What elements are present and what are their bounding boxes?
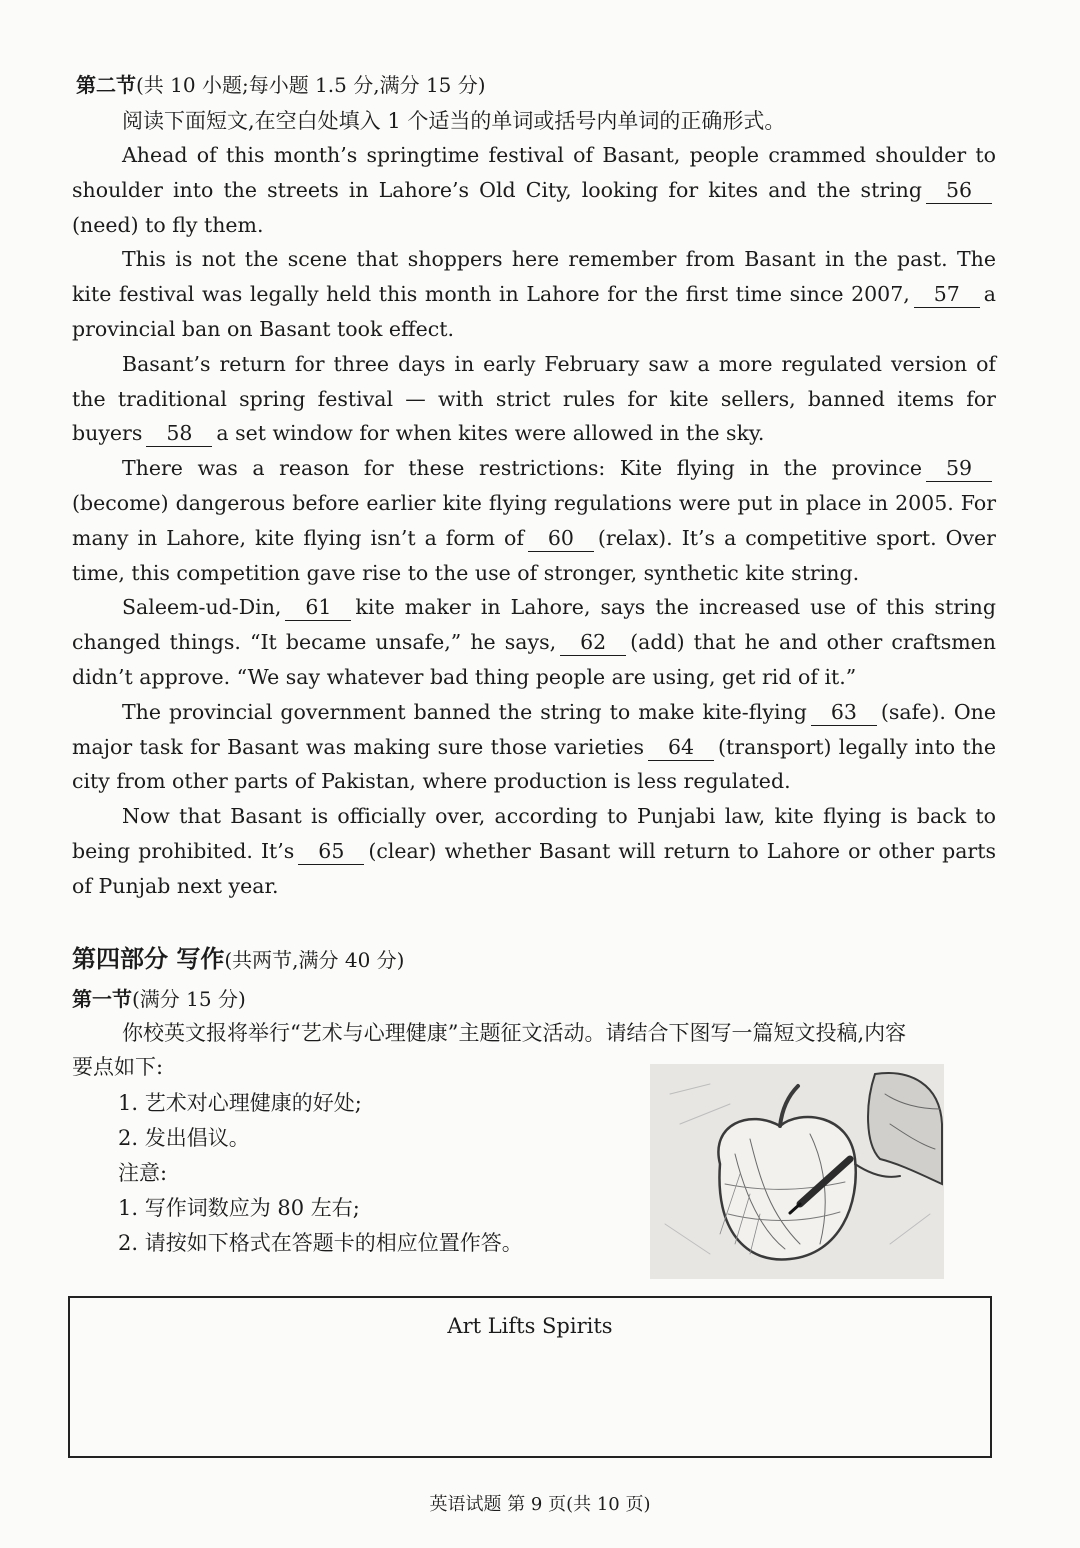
paragraph-5: Saleem-ud-Din, 61 kite maker in Lahore, says the increased use of this string changed things. “It became unsafe,” he says, 62 (add) that he and other craftsmen didn’t approve. “We say whatever bad thing people are using, get rid of it.” [72,595,996,689]
section-2-instruction: 阅读下面短文,在空白处填入 1 个适当的单词或括号内单词的正确形式。 [122,109,786,133]
note-label: 注意: [118,1161,168,1185]
blank-56[interactable]: 56 [926,177,992,204]
blank-57[interactable]: 57 [914,281,980,308]
requirements-list [118,1086,523,1261]
writing-section-1-heading: 第一节(满分 15 分) [72,987,246,1011]
blank-65[interactable]: 65 [298,838,364,865]
section-2-meta: (共 10 小题;每小题 1.5 分,满分 15 分) [136,73,486,97]
part-4-heading [72,942,405,977]
requirement-item: 2. 请按如下格式在答题卡的相应位置作答。 [118,1231,523,1255]
apple-sketch-illustration [650,1064,944,1279]
paragraph-6: The provincial government banned the string to make kite-flying 63 (safe). One major task for Basant was making sure those varieties 64 (transport) legally into the city from other parts of Pakistan, where production is less regulated. [72,699,996,794]
paragraph-1: Ahead of this month’s springtime festival of Basant, people crammed shoulder to shoulder into the streets in Lahore’s Old City, looking for kites and the string 56(need) to fly them. [72,143,996,237]
part-4-title: 第四部分 写作 [72,944,225,973]
paragraph-4: There was a reason for these restrictions: Kite flying in the province 59(become) dangerous before earlier kite flying regulations were put in place in 2005. For many in Lahore, kite flying isn’t a form of 60 (relax). It’s a competitive sport. Over time, this competition gave rise to the use of stronger, synthetic kite string. [72,456,996,585]
paragraph-7: Now that Basant is officially over, according to Punjabi law, kite flying is back to being prohibited. It’s 65 (clear) whether Basant will return to Lahore or other parts of Punjab next year. [72,804,996,898]
prompt-line-1: 你校英文报将举行“艺术与心理健康”主题征文活动。请结合下图写一篇短文投稿,内容 [122,1021,907,1045]
requirement-item: 1. 艺术对心理健康的好处; [118,1091,362,1115]
blank-61[interactable]: 61 [285,594,351,621]
requirement-item: 2. 发出倡议。 [118,1126,250,1150]
blank-62[interactable]: 62 [560,629,626,656]
blank-58[interactable]: 58 [146,420,212,447]
section-2-title: 第二节 [76,73,136,97]
paragraph-3: Basant’s return for three days in early February saw a more regulated version of the traditional spring festival — with strict rules for kite sellers, banned items for buyers 58 a set window for when kites were allowed in the sky. [72,351,996,446]
blank-63[interactable]: 63 [811,699,877,726]
essay-title: Art Lifts Spirits [447,1314,613,1338]
paragraph-2: This is not the scene that shoppers here remember from Basant in the past. The kite festival was legally held this month in Lahore for the first time since 2007, 57 a provincial ban on Basant took effect. [72,247,996,341]
blank-59[interactable]: 59 [926,455,992,482]
blank-64[interactable]: 64 [648,734,714,761]
answer-format-box [68,1296,992,1458]
cloze-passage [72,138,996,904]
page-footer: 英语试题 第 9 页(共 10 页) [429,1494,651,1515]
requirement-item: 1. 写作词数应为 80 左右; [118,1196,360,1220]
prompt-line-2: 要点如下: [72,1055,164,1079]
blank-60[interactable]: 60 [528,525,594,552]
section-2-heading [76,70,486,100]
part-4-meta: (共两节,满分 40 分) [224,948,405,972]
